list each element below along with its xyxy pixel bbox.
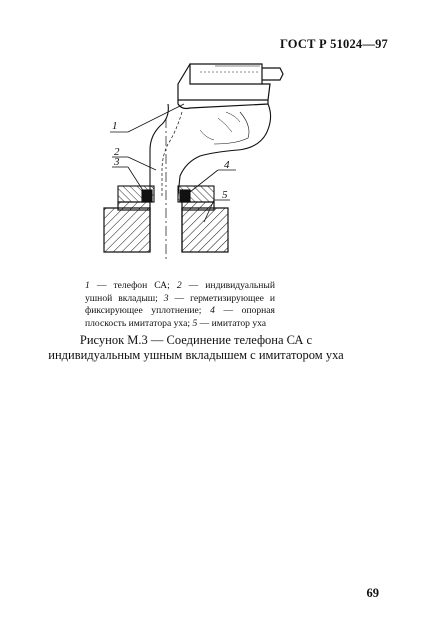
- legend-text-4: опорная плоскость имитатора уха;: [85, 305, 275, 329]
- figure-legend: 1 — телефон СА; 2 — индивидуальный ушной вкладыш; 3 — герметизирующее и фиксирующее уплотнение; 4 — опорная плоскость имитатора уха; 5 — имитатор уха: [85, 280, 276, 329]
- legend-num-5: 5: [192, 317, 198, 329]
- legend-text-3: герметизирующее и фиксирующее уплотнение;: [85, 292, 275, 317]
- legend-num-2: 2: [176, 280, 182, 291]
- label-1: 1: [112, 120, 118, 132]
- label-2: 2: [114, 146, 120, 158]
- label-5: 5: [222, 189, 228, 201]
- legend-num-1: 1: [85, 280, 90, 291]
- document-header: ГОСТ Р 51024—97: [279, 37, 388, 51]
- legend-text-1: телефон СА;: [113, 280, 170, 291]
- label-3: 3: [114, 156, 120, 168]
- label-4: 4: [224, 159, 230, 171]
- legend-text-5: имитатор уха: [211, 317, 267, 329]
- page-number: 69: [366, 586, 379, 600]
- technical-drawing: [0, 0, 424, 280]
- legend-num-3: 3: [163, 292, 169, 304]
- ear-insert: [150, 104, 271, 196]
- legend-text-2: индивидуальный ушной вкладыш;: [85, 280, 276, 304]
- figure-caption: Рисунок М.3 — Соединение телефона СА с индивидуальным ушным вкладышем с имитатором уха: [48, 333, 344, 362]
- telephone-body: [178, 64, 283, 109]
- legend-num-4: 4: [210, 305, 215, 317]
